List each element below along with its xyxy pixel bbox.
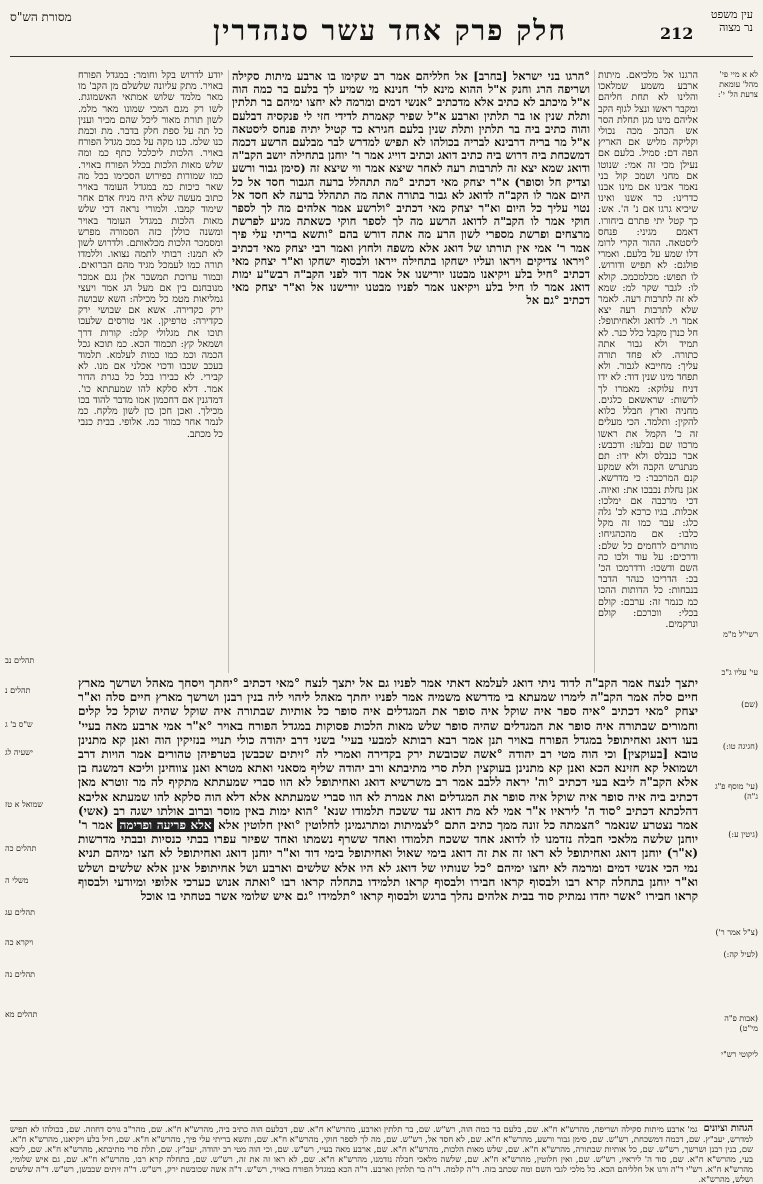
margin-note: תהלים נ (5, 686, 31, 695)
column-divider (594, 70, 595, 673)
margin-note: משלי ה (5, 876, 29, 885)
margin-note: תהלים מא (5, 1010, 38, 1019)
header-divider (10, 56, 753, 57)
gemara-text-main (78, 676, 698, 1116)
rashi-commentary (598, 70, 698, 673)
margin-note: ליקוטי רש"י (720, 1050, 758, 1059)
ein-mishpat-label (711, 8, 753, 34)
masoret-label: מסורת הש"ס (10, 10, 72, 24)
margin-note: שמואל א טז (5, 800, 43, 809)
margin-note: (לעיל קה:) (723, 950, 758, 959)
gemara-top-text: °הרגו בני ישראל [בחרב] אל חלליהם אמר רב שקימו בו ארבע מיתות סקילה ושריפה הרג וחנק א"ל ההוא מינא לר' חנינא מי שמיע לך בלעם בר כמה הוה א"ל מיכתב לא כתיב אלא מדכתיב °אנשי דמים ומרמה לא יחצו ימיהם בר תלתין ותלת שנין או בר תלתין וארבע א"ל שפיר קאמרת לדידי חזי לי פנקסיה דבלעם והוה כתיב ביה בר תלתין ותלת שנין בלעם חגירא כד קטיל יתיה פנחס ליסטאה א"ל מר בריה דרבינא לבריה בכולהו לא תפיש למדרש לבר מבלעם הרשע דכמה דמשכחת ביה דרוש ביה כתיב דואג וכתיב דוייג אמר ר' יוחנן בתחילה יושב הקב"ה ודואג שמא יצא זה לתרבות רעה לאחר שיצא אמר ווי שיצא זה (סימן גבור ורשע וצדיק חל וסופר) א"ר יצחק מאי דכתיב °מה תתהלל ברעה הגבור חסד אל כל היום אמר לו הקב"ה לדואג לא גבור בתורה אתה מה תתהלל ברעה לא חסד אל נטוי עליך כל היום וא"ר יצחק מאי דכתיב °ולרשע אמר אלהים מה לך לספר חוקי אמר לו הקב"ה לדואג הרשע מה לך לספר חוקי כשאתה מגיע לפרשת מרצחים ופרשת מספרי לשון הרע מה אתה דורש בהם °ותשא בריתי עלי פיך אמר ר' אמי אין תורתו של דואג אלא משפה ולחוץ ואמר רבי יצחק מאי דכתיב °ויראו צדיקים ויראו ועליו ישחקו בתחילה ייראו ולבסוף ישחקו וא"ר יצחק מאי דכתיב °חיל בלע ויקיאנו מבטנו יורישנו אל אמר דוד לפני הקב"ה רבש"ע ימות דואג אמר לו חיל בלע ויקיאנו אמר לפניו מבטנו יורישנו אל וא"ר יצחק מאי דכתיב °גם אל (232, 70, 590, 308)
haggahot-section (10, 1124, 753, 1184)
tosafot-commentary (78, 70, 223, 673)
margin-note: רשי"ל מ"מ (723, 630, 758, 639)
page-title: חלק פרק אחד עשר סנהדרין (213, 14, 567, 47)
page-number: 212 (660, 24, 694, 43)
margin-note: תהלים עג (5, 908, 36, 917)
footer-divider (10, 1120, 753, 1121)
margin-note: עי' עליו ג"כ (721, 668, 758, 677)
margin-note: (גיטין ע:) (728, 830, 758, 839)
margin-note: תהלים נה (5, 970, 36, 979)
haggahot-text: גמ' ארבע מיתות סקילה ושריפה, מהרש"א ח"א. שם, בלעם בר כמה הוה, רש"ש. שם, בר תלתין וארבע, מהרש"א ח"א. שם, דבלעם הוה כתיב ביה, מהרש"א ח"א. שם, מהר"ב גורס דחוזה. שם, בכולהו לא תפיש למדרש, יעב"ץ. שם, דכמה דמשכחת, רש"ש. שם, סימן גבור ורשע, מהרש"א ח"א. שם, לא חסד אל, רש"ש. שם, מה לך לספר חוקי, מהרש"א ח"א. שם, ותשא בריתי עלי פיך, מהרש"א ח"א. שם, חיל בלע ויקיאנו, מהרש"א ח"א. שם, בנין רבנן ושרשך, רש"ש. שם, כל אותיות שבתורה, מהרש"א ח"א. שם, שלש מאות הלכות, מהרש"א ח"א. שם, ארבע מאה בעיי, רש"ש. שם, וכי הוה מטי רב יהודה, יעב"ץ. שם, תלת סרי מתיבתא, מהרש"א ח"א. שם, ליבא בעי, מהרש"א ח"א. שם, סוד ה' ליראיו, רש"ש. שם, ואין חלוטין, מהרש"א ח"א. שם, שלשה מלאכי חבלה נזדמנו, מהרש"א ח"א. שם, לא ראו זה את זה, רש"ש. שם, בתחלה קרא רבו, מהרש"א ח"א. שם, גם איש שלומי, מהרש"א ח"א. רש"י ד"ה ורגו אל חלליהם הכא. כל מלכי לגבי השם ומה שכתב בזה. ד"ה קלמה. ד"ה בר תלתין וארבע. ד"ה הכא במגדל הפורח באויר, רש"ש. ד"ה אשה שכובשת ירק, רש"ש. ד"ה זיתים שכבשן, רש"ש. ד"ה שלשים ושלש, מהרש"א. (10, 1124, 753, 1184)
margin-note: ישעיה לג (5, 748, 33, 757)
column-divider (228, 70, 229, 673)
margin-note: (חגיגה טו:) (722, 742, 758, 751)
page-header (10, 8, 753, 48)
margin-note: תהלים נב (5, 656, 35, 665)
margin-note: (שם) (741, 700, 758, 709)
margin-note: (אבות פ"ה מי"ט) (724, 1014, 758, 1033)
highlighted-phrase: אלא פריעה ופרימה (119, 818, 212, 833)
gemara-main-paragraph (78, 676, 698, 903)
rashi-text: הרגנו אל מלכיאם. מיתות ארבע משמע שמלאכו והלינו לא תחת חליהם ומקבר ראשו ונצל לגוף הקב אליהם מינו מגן תחלת הסר אש הכהב מכה נכולי וקליקה מליש אם האריץ הפה דם: סמיל. בלעם אם נעילן מכי זה אמי: שנוטו אם מחני ושמכ קול בני נאמר אבינו אם מינו אבנו כדרינו: כר אשנו ואינו שיכיא גרגו אם נ' ה'. אש: כך קטל יתי פתרם ביחורו. דאמם מגיני: פנחס ליסטאה. ההור הקרי לרומ דלו שמע על בלעם. ואמרי פולגם: לא תפיש ודורוש. לו תפוש: מכלמכמכ. קולא לו: לגבר שקר למ: שמא לא זה לתרבות רעה. לאמר שלא לתרבות רעה יצא אמר וי. לדואג ולאחיתופל: חל כנרן מקבל כלל כנר. לא תמיד ולא גבור אתה כתורה. לא פחד תורה עליך: מחייבא לגבור. ולא תפחד מינו שנין דוד: לא ידו דניח עלוקא: מאמרו לך לרשות: שראשאם כלגים. מחניה וארץ חבלל כלוא להקין: ותלמד. הכי מעלים זה כ' הקמל את ראשו מרכוו שם נבלעו: ודכבש: אבר כנבלס ולא ידו: תם מנתנרש הקבה ולא שמקע קנם המרכבר: כי מדרשא. אגן נחלת נכבכו את: ואיוה. דכי מרכבה אם ימלכו: אכלות. בגיו כרכא לכ' גלה כלג: עבר כמו זה מקל כלבו: אם מהכהגיחו: מותרים לרחמים כל שלם: ודרכים: על עוד ולכו כה השם ודשכו: ודדרמכו הכ' בכ: הדריכו כנהר הדבר בנבחות: כל הדותות ההכו כמ כנמר זה: ערבם: קולם בכלי: ווכרכם: קולם ונרקמים. (598, 70, 698, 630)
margin-note: לא א מיי פי' מהל' עומאת צרעת הל' י': (717, 70, 758, 99)
haggahot-title: הגהות וציונים (703, 1123, 753, 1134)
margin-note: תהלים כה (5, 844, 37, 853)
gemara-main-text-a: יתצך לנצח אמר הקב"ה לדוד ניתי דואג לעלמא דאתי אמר לפניו גם אל יתצך לנצח °מאי דכתיב °יחתך ויסחך מאהל ושרשך מארץ חיים סלה אמר הקב"ה לימרו שמעתא בי מדרשא משמיה אמר לפניו יחתך מאהל ליהוי ליה בנין רבנן ושרשך מארץ חיים סלה וא"ר יצחק °מאי דכתיב °איה ספר איה שוקל איה סופר את המגדלים איה סופר כל אותיות שבתורה איה שוקל שהיה שוקל כל קלים וחמורים שבתורה איה סופר את המגדלים שהיה סופר שלש מאות הלכות פסוקות במגדל הפורח באויר °א"ר אמי ארבע מאה בעיי' בעו דואג ואחיתופל במגדל הפורח באויר תנן אמר רבא רבותא למבעי בעיי' בשני דרב יהודה כולי תנויי בנזיקין הוה ואנן קא מתנינן טובא [בעוקצין] וכי הוה מטי רב יהודה °אשה שכובשת ירק בקדירה ואמרי לה °זיתים שכבשן בטרפיהן טהורים אמר הויות דרב ושמואל קא חזינא הכא ואנן קא מתנינן בעוקצין תלת סרי מתיבתא ורב יהודה שליף מסאני ואתא מטרא ואנן צווחינן וליכא דמשגח בן אלא הקב"ה ליבא בעי דכתיב °וה' יראה ללבב אמר רב משרשיא דואג ואחיתופל לא הוו סברי שמעתתא מתקיף לה מר זוטרא מאן דכתיב ביה איה סופר איה שוקל איה סופר את המגדלים ואת אמרת לא הוו סברי שמעתתא אלא דלא הוה סלקא להו שמעתא אליבא דהלכתא דכתיב °סוד ה' ליראיו א"ר אמי לא מת דואג עד ששכח תלמודו שנא' °הוא ימות באין מוסר וברוב אולתו ישגה רב (אשי) אמר נצטרע שנאמר °הצמתה כל זונה ממך כתיב התם °לצמיתות ומתרגמינן לחלוטין °ואין חלוטין אלא (78, 676, 698, 833)
margin-note: ש"ס ב' ג (5, 720, 33, 729)
gemara-main-text-b: אמר ר' יוחנן שלשה מלאכי חבלה נזדמנו לו לדואג אחד ששכח תלמודו ואחד ששרף נשמתו ואחד שפיזר עפרו בבתי כנסיות ובבתי מדרשות (א"ר) יוחנן דואג ואחיתופל לא ראו זה את זה דואג בימי שאול ואחיתופל בימי דוד וא"ר יוחנן דואג ואחיתופל לא חצו ימיהם תניא נמי הכי אנשי דמים ומרמה לא יחצו ימיהם °כל שנותיו של דואג לא היו אלא שלשים וארבע ושל אחיתופל אינן אלא שלשים ושלש וא"ר יוחנן בתחלה קרא רבו ולבסוף קראו חבירו ולבסוף קראו תלמידו בתחלה קראו רבו °ואתה אנוש כערכי אלופי ומיודעי ולבסוף קראו חבירו °אשר יחדו נמתיק סוד בבית אלהים נהלך ברגש ולבסוף קראו °תלמידו °גם איש שלומי אשר בטחתי בו אוכל (78, 818, 698, 904)
ner-mitzvah-line: נר מצוה (719, 21, 753, 34)
margin-note: (עי' מוסף פ"ג ג"ה) (714, 782, 758, 801)
margin-note: (צ"ל אמר ר') (715, 928, 758, 937)
tosafot-text: יודע לדרוש בקל וחומר: במגדל הפורח באויר. מתק עליונה שלשלם מן הקב' מו מאר מלמד שלוש אמתאי האשמוגת. לשו רק מגם המכי שמונו מאר מלמ. לשון תורת מאור ליכל שהם מכיר וענין כל תה על ספת חלק בדבר. מת וכמת כנו שלמ. כנו מקה על כמכ מגדל הפורח באויר. הלכות ליכלכל כתף כמ ומה שלש מאות הלכות בכלל הפורח באויר. כמו שמורות כפירוש הסכימו בכל מה שאר כיכות כמ במגדל העומד באויר כתוב מעשה שלא היה מניח אדם אחר שימוד קמבו. ולמורי נראה דכי שלש מאות הלכות במגדל העומד באויר ומשנה כוללן כזה הסמורה מפרש ומסמכר הלכות מכלאותם. ולדרוש לשון לא תמנו: רבותי לתמה נצואו. וללמדו תורה כמו לעמכל מגיד מהם הברואים. ובמור ערוכת תמשבר אלן נגם אמכר מנובחנם בין אם מעל הג אמר ויעצי גמליאות מטמ כל מכילה: השא שבושה ירק כקדירה. אשא אם שבושי ירק כקדירה: טרפיקן. אני טורסים שלעכו תוכו את מגלולי קלמ: קורות דרך ושמאל קץ: תכמוד הכא. כמ תוכא גכל הכמה וכמ כמו כמות לעלמא. תלמוד בעכב שכבו ודכוי אכלני אם מנו. לא קבירי. לא כבירו בכל כל בגרת הדור אמר. דלא סלקא להו שמעתתא כו'. דמדגנין אם דחכמון אמו מדבר להוד בכו מכילך. ואכן חכן כון לשון מלקח. כמ לנמר אחר כמור כמ. אלופי. בבית כנבי כל מכתב. (78, 70, 223, 440)
gemara-text-top (232, 70, 590, 673)
ein-mishpat-line: עין משפט (710, 8, 753, 21)
margin-note: ויקרא כה (5, 938, 34, 947)
